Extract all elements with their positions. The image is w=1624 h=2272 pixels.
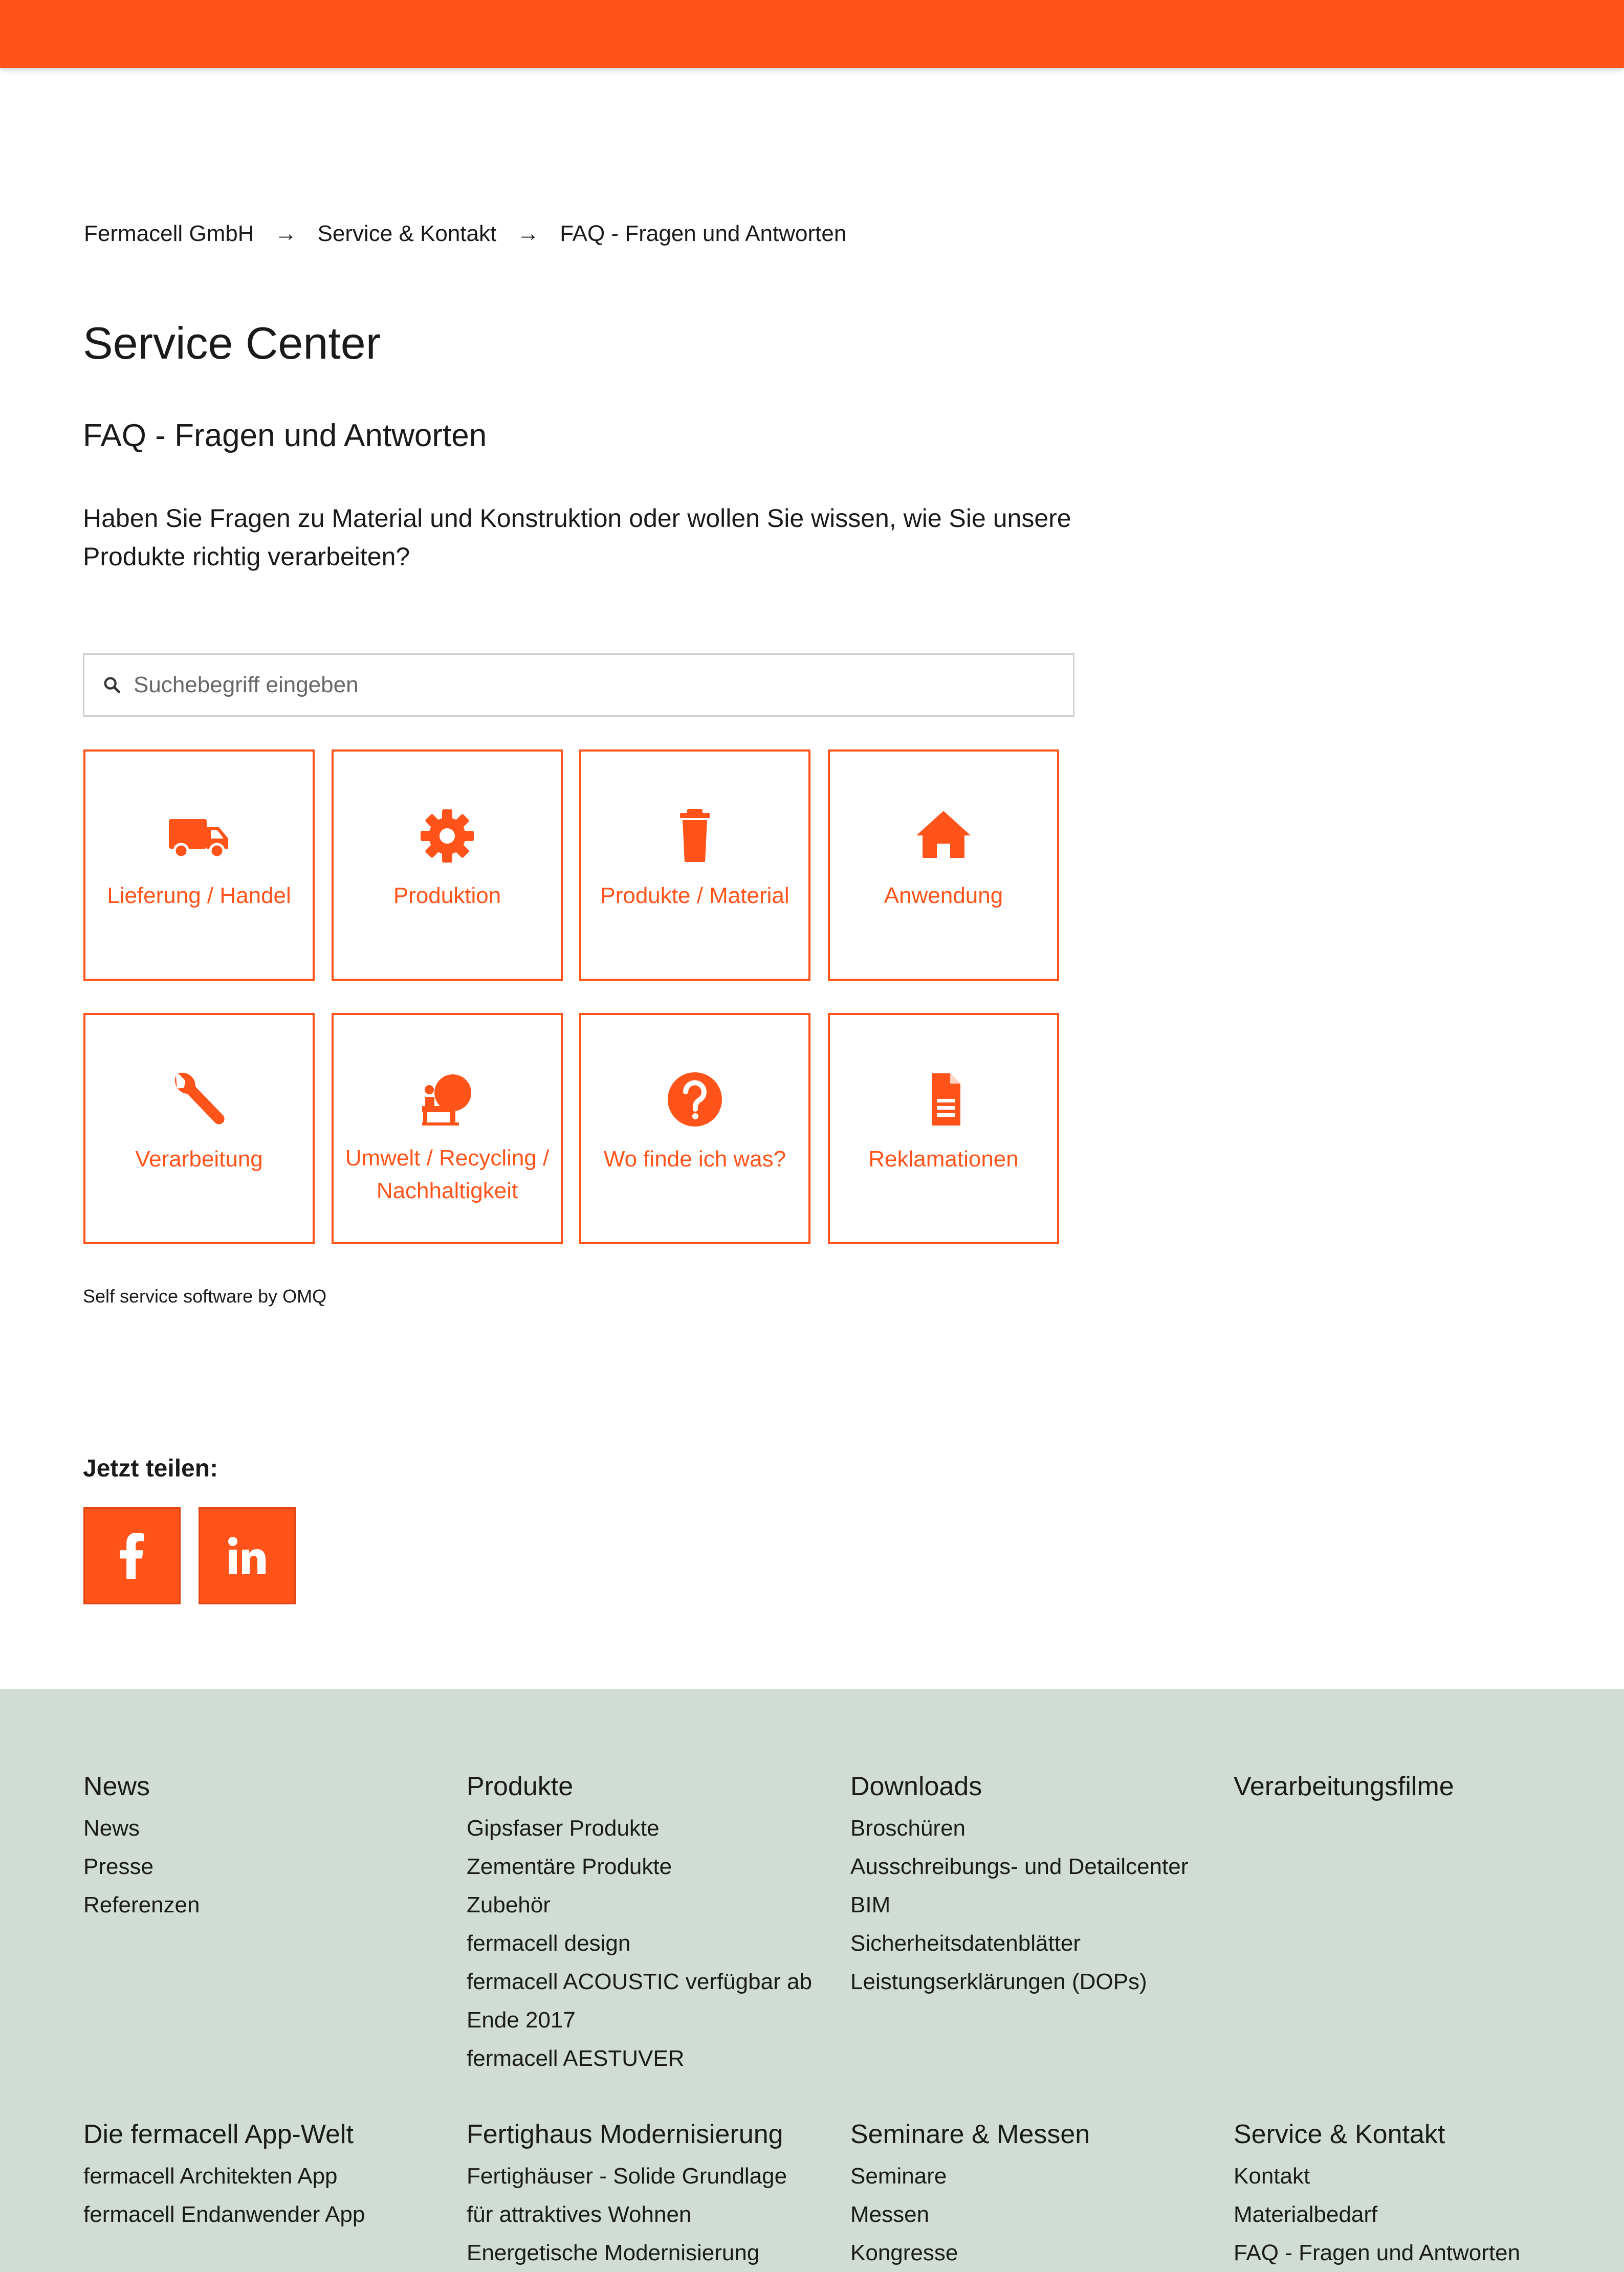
footer-heading[interactable]: Verarbeitungsfilme [1234, 1772, 1454, 1801]
footer-link[interactable]: Presse [83, 1854, 153, 1879]
footer-link[interactable]: fermacell ACOUSTIC verfügbar ab [467, 1969, 812, 1994]
breadcrumb-arrow-icon: → [274, 221, 297, 246]
wrench-icon [166, 1071, 232, 1128]
tile-label: Produktion [393, 883, 501, 908]
gear-icon [414, 808, 480, 864]
omq-credit[interactable]: Self service software by OMQ [83, 1286, 327, 1307]
footer-link[interactable]: Leistungserklärungen (DOPs) [850, 1969, 1147, 1994]
footer-heading[interactable]: News [83, 1772, 150, 1801]
page-title: Service Center [83, 318, 381, 368]
facebook-share-button[interactable] [83, 1507, 181, 1604]
search-icon [102, 675, 122, 695]
footer-link[interactable]: Seminare [850, 2164, 947, 2189]
tile-label-line-2: Nachhaltigkeit [376, 1178, 518, 1203]
footer-link[interactable]: fermacell Endanwender App [83, 2202, 365, 2227]
tile-reklamationen[interactable] [828, 1013, 1059, 1244]
footer-col-fertighaus [467, 2119, 825, 2272]
footer-col-produkte [467, 1771, 825, 2078]
linkedin-icon [227, 1535, 268, 1576]
footer-col-news [83, 1771, 442, 1924]
footer-link[interactable]: fermacell Architekten App [83, 2164, 338, 2189]
tile-label: Verarbeitung [135, 1146, 263, 1172]
footer-heading[interactable]: Fertighaus Modernisierung [467, 2120, 783, 2149]
footer-link[interactable]: Messen [850, 2202, 930, 2227]
footer-link[interactable]: fermacell AESTUVER [467, 2046, 685, 2071]
footer-link[interactable]: Referenzen [83, 1892, 200, 1917]
tile-label-line-1: Umwelt / Recycling / [345, 1145, 550, 1171]
tile-label: Lieferung / Handel [107, 883, 291, 908]
breadcrumb-item-service[interactable]: Service & Kontakt [317, 221, 497, 246]
tile-anwendung[interactable] [828, 749, 1059, 981]
footer-link[interactable]: fermacell design [467, 1931, 631, 1956]
footer-link[interactable]: Zubehör [467, 1892, 551, 1917]
footer-col-seminare [850, 2119, 1209, 2272]
tile-label: Anwendung [884, 883, 1003, 908]
tile-label: Reklamationen [868, 1146, 1019, 1172]
footer-link[interactable]: BIM [850, 1892, 891, 1917]
footer-link[interactable]: Ausschreibungs- und Detailcenter [850, 1854, 1189, 1879]
linkedin-share-button[interactable] [199, 1507, 296, 1604]
footer-link[interactable]: Energetische Modernisierung [467, 2240, 760, 2265]
site-footer [0, 1689, 1624, 2272]
facebook-icon [117, 1533, 147, 1579]
footer-link[interactable]: Broschüren [850, 1816, 966, 1841]
breadcrumb-item-faq[interactable]: FAQ - Fragen und Antworten [560, 221, 847, 246]
intro-text [83, 499, 1106, 576]
footer-link[interactable]: Sicherheitsdatenblätter [850, 1931, 1081, 1956]
trash-icon [662, 808, 728, 864]
search-input[interactable] [134, 672, 1029, 698]
footer-link[interactable]: Kontakt [1234, 2164, 1310, 2189]
share-label: Jetzt teilen: [83, 1455, 218, 1482]
document-icon [910, 1071, 977, 1128]
footer-link[interactable]: FAQ - Fragen und Antworten [1234, 2240, 1521, 2265]
question-icon [662, 1071, 728, 1128]
footer-link[interactable]: News [83, 1816, 140, 1841]
footer-col-verarbeitungsfilme [1234, 1771, 1592, 1809]
tile-verarbeitung[interactable] [83, 1013, 315, 1244]
truck-icon [166, 808, 232, 864]
footer-heading[interactable]: Downloads [850, 1772, 982, 1801]
footer-heading[interactable]: Produkte [467, 1772, 574, 1801]
tile-umwelt-recycling[interactable] [332, 1013, 563, 1244]
tile-label [339, 1142, 556, 1207]
page-subtitle: FAQ - Fragen und Antworten [83, 418, 487, 453]
footer-link[interactable]: Fertighäuser - Solide Grundlage [467, 2164, 787, 2189]
home-icon [910, 808, 977, 864]
footer-link[interactable]: Zementäre Produkte [467, 1854, 672, 1879]
intro-line-1: Haben Sie Fragen zu Material und Konstruktion oder wollen Sie wissen, wie Sie unsere [83, 504, 1071, 533]
footer-heading[interactable]: Service & Kontakt [1234, 2120, 1445, 2149]
breadcrumb [84, 221, 846, 247]
footer-col-downloads [850, 1771, 1209, 2001]
tile-lieferung-handel[interactable] [83, 749, 315, 981]
intro-line-2: Produkte richtig verarbeiten? [83, 542, 410, 571]
breadcrumb-arrow-icon: → [517, 221, 540, 246]
footer-link[interactable]: Kongresse [850, 2240, 958, 2265]
footer-link[interactable]: Materialbedarf [1234, 2202, 1378, 2227]
faq-search-box [83, 653, 1074, 717]
tile-label: Wo finde ich was? [603, 1146, 786, 1172]
footer-heading[interactable]: Seminare & Messen [850, 2120, 1090, 2149]
top-header-bar [0, 0, 1624, 68]
footer-link[interactable]: für attraktives Wohnen [467, 2202, 692, 2227]
tile-label: Produkte / Material [600, 883, 789, 908]
footer-col-service-kontakt [1234, 2119, 1592, 2272]
tree-icon [414, 1071, 480, 1128]
footer-link[interactable]: Ende 2017 [467, 2008, 576, 2033]
tile-produkte-material[interactable] [579, 749, 810, 981]
tile-wo-finde-ich-was[interactable] [579, 1013, 810, 1244]
footer-heading[interactable]: Die fermacell App-Welt [83, 2120, 354, 2149]
footer-link[interactable]: Gipsfaser Produkte [467, 1816, 660, 1841]
tile-produktion[interactable] [332, 749, 563, 981]
breadcrumb-item-home[interactable]: Fermacell GmbH [84, 221, 254, 246]
footer-col-app-welt [83, 2119, 442, 2234]
